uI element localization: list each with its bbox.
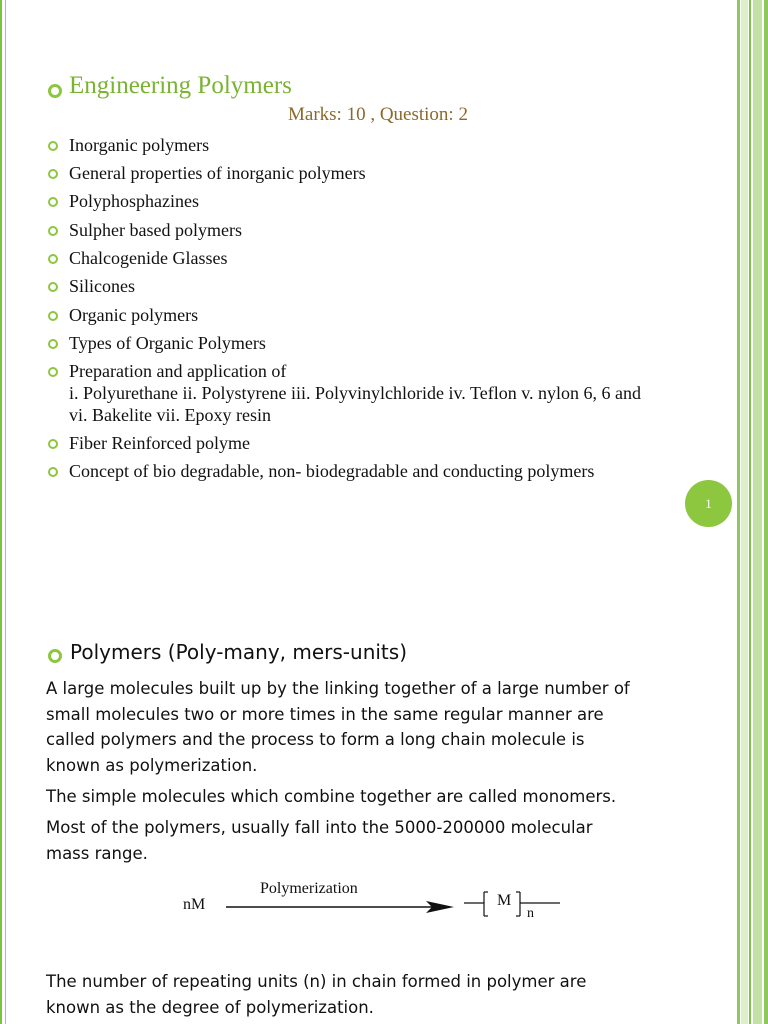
ring-bullet-icon [48,254,58,264]
list-item: Preparation and application of [69,361,287,381]
right-border-stripe [749,0,751,1024]
definition-paragraph [46,676,686,778]
page-number-badge: 1 [685,480,732,527]
text-line: mass range. [46,843,148,863]
ring-bullet-icon [48,439,58,449]
left-border-stripe [0,0,2,1024]
repeat-count-subscript: n [527,906,534,921]
reaction-arrow-icon [226,897,456,917]
ring-bullet-icon [48,367,58,377]
reactant-label: nM [183,896,206,913]
list-item-continuation: i. Polyurethane ii. Polystyrene iii. Polyvinylchloride iv. Teflon v. nylon 6, 6 and [69,383,642,403]
list-item: Organic polymers [69,305,199,325]
ring-bullet-icon [48,226,58,236]
slide-title: Polymers (Poly-many, mers-units) [70,640,407,664]
ring-bullet-icon [48,84,62,98]
degree-of-polymerization-paragraph [46,969,686,1020]
list-item: Chalcogenide Glasses [69,248,228,268]
text-line: The number of repeating units (n) in chain formed in polymer are [46,972,587,991]
text-line: A large molecules built up by the linking together of a large number of [46,679,630,698]
text-line: known as the degree of polymerization. [46,997,374,1017]
list-item: Types of Organic Polymers [69,333,266,353]
repeat-unit-brackets-icon [462,890,562,922]
list-item: Polyphosphazines [69,191,199,211]
left-border-stripe-thin [5,0,6,1024]
text-line: known as polymerization. [46,755,258,775]
monomers-paragraph: The simple molecules which combine together are called monomers. [46,787,617,806]
right-border-stripe [764,0,768,1024]
right-border-stripe [753,0,762,1024]
marks-subtitle: Marks: 10 , Question: 2 [288,104,468,125]
ring-bullet-icon [48,282,58,292]
right-border-stripe [741,0,748,1024]
list-item-continuation: vi. Bakelite vii. Epoxy resin [69,405,271,425]
list-item: Concept of bio degradable, non- biodegradable and conducting polymers [69,461,595,481]
ring-bullet-icon [48,197,58,207]
list-item: Silicones [69,276,135,296]
ring-bullet-icon [48,339,58,349]
list-item: Fiber Reinforced polyme [69,433,250,453]
ring-bullet-icon [48,141,58,151]
ring-bullet-icon [48,649,62,663]
list-item: Sulpher based polymers [69,220,242,240]
arrow-label: Polymerization [260,880,358,897]
monomer-unit-label: M [497,892,512,909]
list-item: Inorganic polymers [69,135,210,155]
list-item: General properties of inorganic polymers [69,163,366,183]
ring-bullet-icon [48,169,58,179]
molecular-mass-paragraph [46,815,686,866]
text-line: Most of the polymers, usually fall into the 5000-200000 molecular [46,818,593,837]
ring-bullet-icon [48,311,58,321]
text-line: called polymers and the process to form a long chain molecule is [46,730,585,749]
ring-bullet-icon [48,467,58,477]
right-border-stripe [737,0,740,1024]
text-line: small molecules two or more times in the same regular manner are [46,704,604,724]
slide-title: Engineering Polymers [69,72,292,99]
